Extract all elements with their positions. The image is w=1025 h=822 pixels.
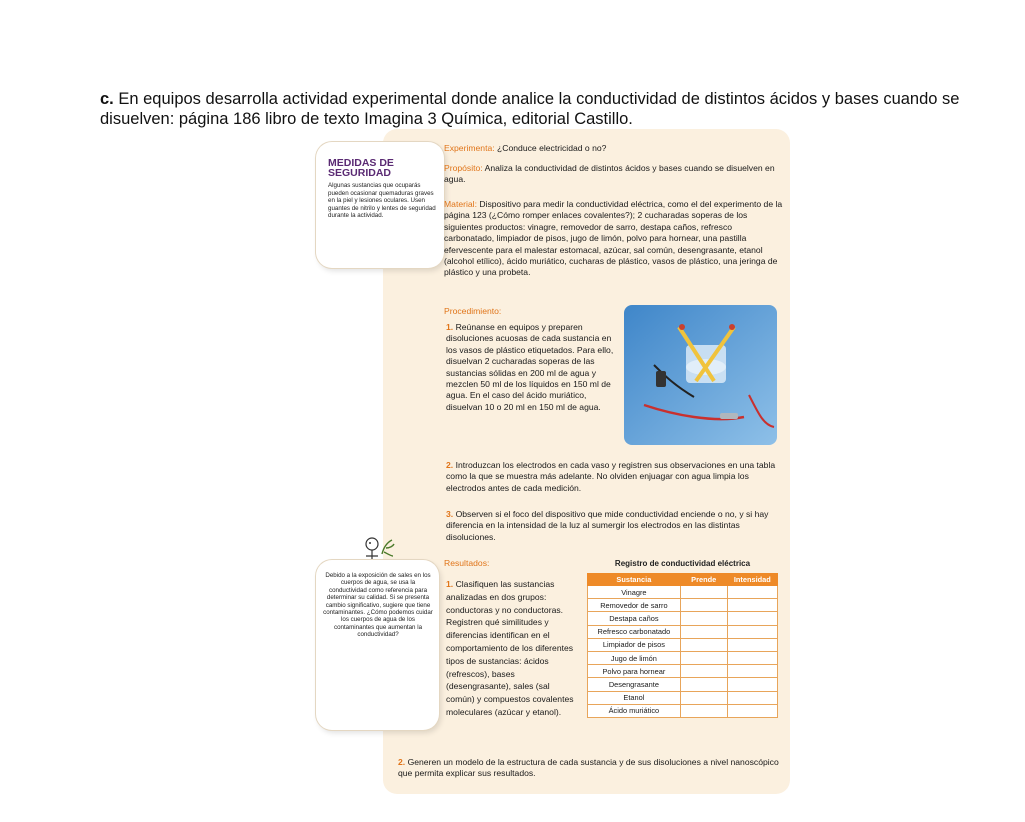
header-intensidad: Intensidad [727,574,777,586]
purpose-text: Analiza la conductividad de distintos ácidos y bases cuando se disuelven en agua. [444,163,775,185]
step-text: Introduzcan los electrodos en cada vaso y registren sus observaciones en una tabla como la que se muestra más adelante. No olviden enjuagar con agua limpia los electrodos antes de cada medición. [446,460,776,493]
safety-box [316,142,444,268]
table-row [588,691,778,704]
procedure-heading: Procedimiento: [444,306,502,316]
procedure-step-3 [446,509,782,543]
experiment-title: ¿Conduce electricidad o no? [497,143,607,153]
purpose-label: Propósito: [444,163,483,173]
purpose-paragraph [444,163,784,186]
cell-intensidad [727,651,777,664]
cell-intensidad [727,691,777,704]
material-paragraph [444,199,784,279]
cell-intensidad [727,612,777,625]
experiment-label: Experimenta: [444,143,495,153]
table-row [588,612,778,625]
table-row [588,599,778,612]
cell-substance: Removedor de sarro [588,599,681,612]
header-prende: Prende [680,574,727,586]
procedure-step-1 [446,322,614,413]
safety-heading: MEDIDAS DE SEGURIDAD [328,157,394,179]
cell-substance: Desengrasante [588,678,681,691]
intro-body: En equipos desarrolla actividad experimental donde analice la conductividad de distintos ácidos y bases cuando se disuelven: página 186 libro de texto Imagina 3 Química, editorial Castillo. [100,90,960,128]
table-row [588,665,778,678]
water-quality-sidebar [316,560,439,730]
result-text: Clasifiquen las sustancias analizadas en dos grupos: conductoras y no conductoras. Registren qué similitudes y diferencias identifican en el comportamiento de los diferentes tipos de sustancias: ácidos (refrescos), bases (desengrasante), sales (sal común) y compuestos covalentes moleculares (azúcar y etanol). [446,579,574,717]
cell-intensidad [727,678,777,691]
cell-intensidad [727,586,777,599]
cell-substance: Destapa caños [588,612,681,625]
experiment-line [444,143,784,154]
cell-prende [680,612,727,625]
table-row [588,651,778,664]
cell-substance: Ácido muriático [588,704,681,717]
material-label: Material: [444,199,477,209]
cell-substance: Limpiador de pisos [588,638,681,651]
intro-text [100,89,990,129]
step-number: 2. [446,460,454,470]
step-number: 3. [446,509,454,519]
conductivity-table [587,573,778,718]
cell-prende [680,599,727,612]
table-row [588,638,778,651]
result-number: 2. [398,757,406,767]
cell-prende [680,678,727,691]
cell-prende [680,625,727,638]
header-sustancia: Sustancia [588,574,681,586]
table-row [588,586,778,599]
table-row [588,704,778,717]
cell-intensidad [727,704,777,717]
cell-prende [680,651,727,664]
table-row [588,678,778,691]
cell-substance: Etanol [588,691,681,704]
conductivity-device-photo [624,305,777,445]
cell-prende [680,704,727,717]
cell-prende [680,691,727,704]
cell-intensidad [727,638,777,651]
result-text: Generen un modelo de la estructura de cada sustancia y de sus disoluciones a nivel nanoscópico que permita explicar sus resultados. [398,757,779,779]
cell-intensidad [727,665,777,678]
safety-text: Algunas sustancias que ocuparás pueden ocasionar quemaduras graves en la piel y lesiones oculares. Usen guantes de nitrilo y lentes de seguridad durante la actividad. [328,182,436,220]
table-caption: Registro de conductividad eléctrica [614,559,751,568]
intro-letter: c. [100,90,114,108]
step-text: Reúnanse en equipos y preparen disoluciones acuosas de cada sustancia en los vasos de plástico etiquetados. Para ello, disuelvan 2 cucharadas soperas de las sustancias sólidas en 200 ml de agua y mezclen 50 ml de los líquidos en 150 ml de agua. En el caso del ácido muriático, disuelvan 10 o 20 ml en 150 ml de agua. [446,322,614,412]
device-illustration [624,305,777,445]
step-text: Observen si el foco del dispositivo que mide conductividad enciende o no, y si hay diferencia en la intensidad de la luz al sumergir los electrodos en las distintas disoluciones. [446,509,769,542]
cell-prende [680,586,727,599]
material-text: Dispositivo para medir la conductividad eléctrica, como el del experimento de la página 123 (¿Cómo romper enlaces covalentes?); 2 cucharadas soperas de los siguientes productos: vinagre, removedor de sarro, destapa caños, refresco carbonatado, limpiador de pisos, jugo de limón, polvo para hornear, una pastilla efervescente para el malestar estomacal, azúcar, sal común, desengrasante, etanol (alcohol etílico), ácido muriático, cucharas de plástico, vasos de plástico, una jeringa de plástico y una probeta. [444,199,783,278]
step-number: 1. [446,322,454,332]
results-item-1 [446,578,578,719]
table-row [588,625,778,638]
result-number: 1. [446,579,454,589]
results-item-2 [398,757,784,780]
cell-intensidad [727,625,777,638]
results-heading: Resultados: [444,558,490,568]
cell-substance: Refresco carbonatado [588,625,681,638]
sidebar-text: Debido a la exposición de sales en los cuerpos de agua, se usa la conductividad como referencia para determinar su calidad. Si se presenta cambio significativo, sugiere que tiene contaminantes. ¿Cómo podemos cuidar los cuerpos de agua de los contaminantes que aumentan la conductividad? [323,572,433,639]
cell-substance: Polvo para hornear [588,665,681,678]
procedure-step-2 [446,460,782,494]
cell-prende [680,638,727,651]
table-header-row [588,574,778,586]
cell-prende [680,665,727,678]
cell-substance: Jugo de limón [588,651,681,664]
cell-intensidad [727,599,777,612]
cell-substance: Vinagre [588,586,681,599]
